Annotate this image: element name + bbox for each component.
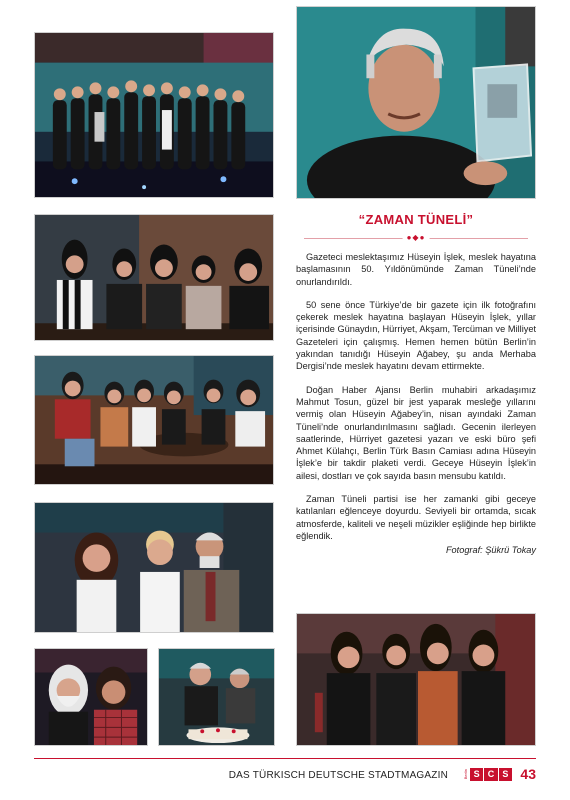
two-men-photo <box>34 648 148 746</box>
women-at-table-photo <box>34 214 274 341</box>
logo-letter: S <box>499 768 512 781</box>
divider-ornament: ●◆● <box>403 233 430 243</box>
article-paragraph: 50 sene önce Türkiye’de bir gazete için ilk fotoğrafını çekerek meslek hayatına başlayan Hüseyin İşlek, yıllar içerisinde Günaydın, Hürriyet, Akşam, Tercüman ve Milliyet Gazeteleri için çalışmış. Hemen hemen bütün Berlin’in yakından tanıdığı Hüseyin Ağabey, şu anda Merhaba Dergisi’nde meslek hayatını devam ettirmekte. <box>296 299 536 372</box>
article-paragraph: Doğan Haber Ajansı Berlin muhabiri arkadaşımız Mahmut Tosun, güzel bir jest yaparak mesleğe yıllarını vermiş olan Hüseyin Ağabey’in, nisan ayındaki Zaman Tüneli’nde onurlandırılmasını sağladı. Gecenin ilerleyen saatlerinde, Hürriyet gazetesi yazarı ve eski büro şefi Ahmet Külahçı, Berlin Türk Basın Camiası adına Hüseyin İşlek’e bir takdir plaketi verdi. Geceye Hüseyin İşlek’in ailesi, dostları ve çok sayıda basın mensubu katıldı. <box>296 384 536 481</box>
article-paragraph: Gazeteci meslektaşımız Hüseyin İşlek, meslek hayatına başlamasının 50. Yıldönümünde Zaman Tüneli’nde onurlandırıldı. <box>296 252 536 287</box>
headline-divider <box>296 231 536 245</box>
article-paragraph: Zaman Tüneli partisi ise her zamanki gibi geceye katılanları eğlenceye doyurdu. Seviyeli bir ortamda, sıcak atmosferde, kaliteli ve neşeli müzikler eşliğinde hep birlikte eğlendik. <box>296 494 536 541</box>
logo-city-label: Berlin <box>463 769 468 780</box>
magazine-logo <box>470 768 512 781</box>
article-headline: “ZAMAN TÜNELİ” <box>358 212 474 227</box>
photo-credit: Fotograf: Şükrü Tokay <box>445 545 536 556</box>
magazine-name: DAS TÜRKISCH DEUTSCHE STADTMAGAZIN <box>228 770 448 781</box>
three-guests-photo <box>34 502 274 633</box>
group-of-women-photo <box>296 613 536 746</box>
page-number: 43 <box>520 766 536 782</box>
group-photo-dance-floor <box>34 32 274 198</box>
cake-cutting-photo <box>158 648 275 746</box>
article <box>296 212 536 555</box>
honoree-with-plaque-photo <box>296 6 536 199</box>
logo-letter: C <box>484 768 497 781</box>
footer-rule <box>34 758 536 759</box>
logo-letter: S <box>470 768 483 781</box>
page-footer <box>34 766 536 786</box>
women-seated-photo <box>34 355 274 485</box>
